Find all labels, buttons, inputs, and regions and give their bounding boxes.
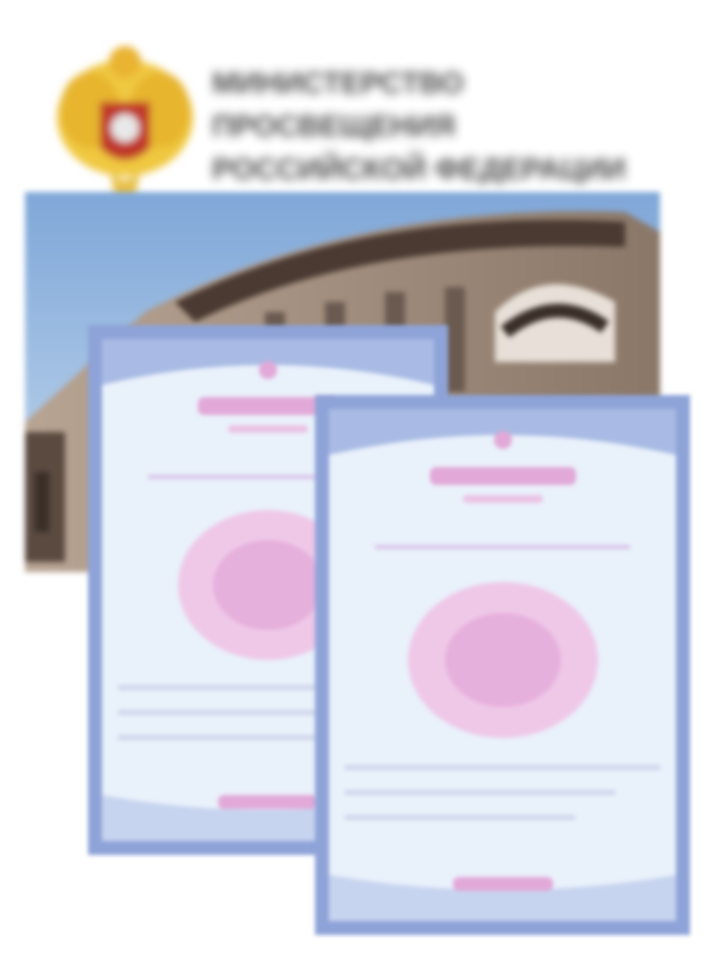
certificate-document-icon (315, 395, 690, 935)
ministry-title-line-2: ПРОСВЕЩЕНИЯ (212, 110, 456, 143)
ministry-title-line-3: РОССИЙСКОЙ ФЕДЕРАЦИИ (212, 153, 626, 186)
coat-of-arms-icon (50, 40, 200, 205)
ministry-title-line-1: МИНИСТЕРСТВО (212, 67, 464, 100)
ministry-title (212, 62, 682, 191)
